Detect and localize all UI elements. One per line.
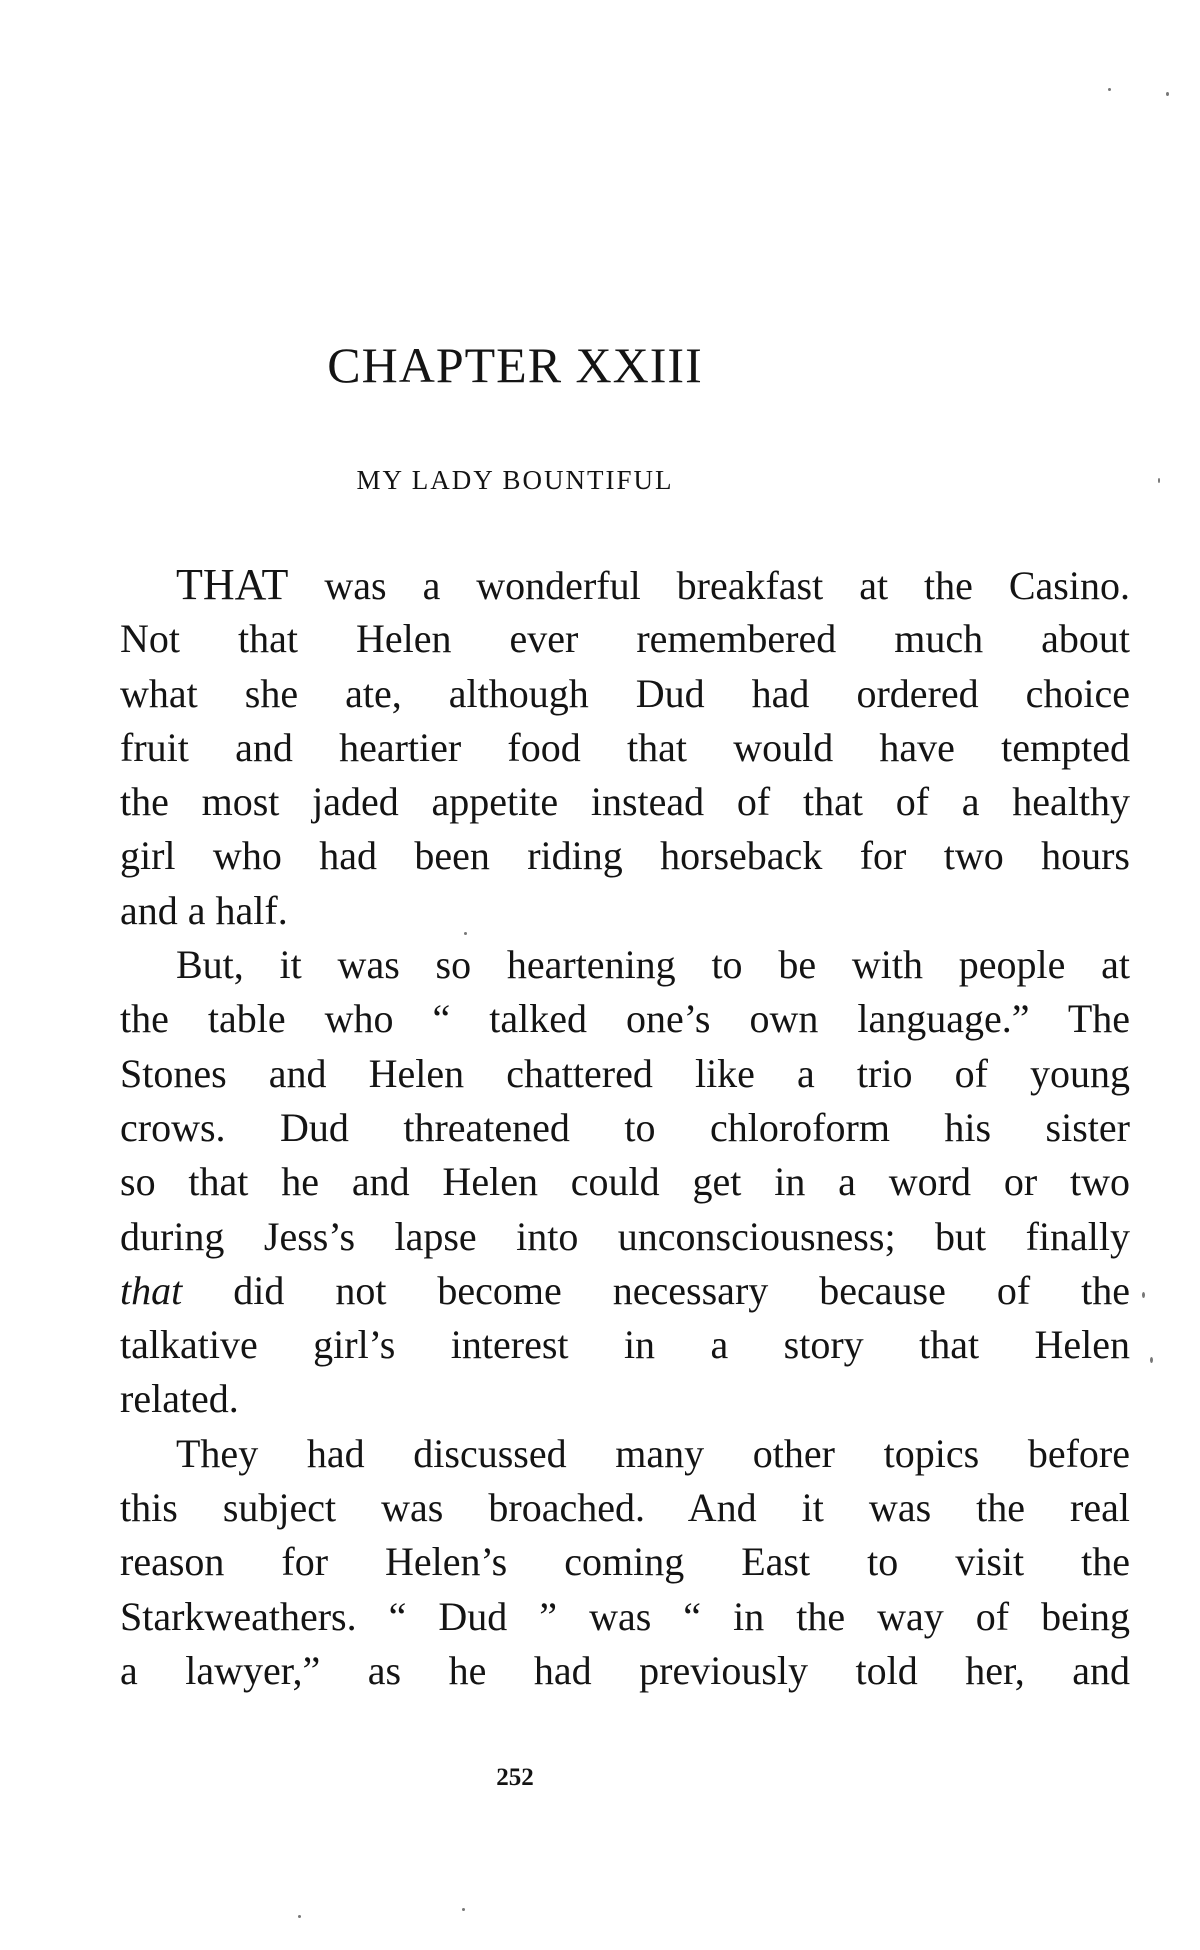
text-line: girl who had been riding horseback for two hours xyxy=(120,833,1130,879)
text-line: But, it was so heartening to be with people at xyxy=(176,942,1130,988)
chapter-title: CHAPTER XXIII xyxy=(327,337,703,393)
page-number: 252 xyxy=(496,1764,534,1791)
text-line: what she ate, although Dud had ordered choice xyxy=(120,670,1130,716)
scan-speck xyxy=(1158,478,1160,483)
text-line-rest: did not become necessary because of the xyxy=(182,1267,1130,1313)
text-line: Not that Helen ever remembered much about xyxy=(120,616,1130,662)
scan-speck xyxy=(462,1908,465,1911)
text-line: Starkweathers. “ Dud ” was “ in the way of being xyxy=(120,1593,1130,1639)
small-caps-lead: THAT xyxy=(176,560,289,609)
scan-speck xyxy=(1150,1357,1153,1363)
scan-speck xyxy=(298,1915,301,1918)
text-line: talkative girl’s interest in a story that Helen xyxy=(120,1322,1130,1368)
scan-speck xyxy=(1142,1292,1145,1298)
text-line xyxy=(120,558,1130,612)
text-line: Stones and Helen chattered like a trio of young xyxy=(120,1050,1130,1096)
text-line: this subject was broached. And it was the real xyxy=(120,1485,1130,1531)
text-line-rest: was a wonderful breakfast at the Casino. xyxy=(288,563,1130,608)
text-line xyxy=(120,1264,1130,1318)
text-line: related. xyxy=(120,1376,239,1422)
italic-word: that xyxy=(120,1267,183,1313)
text-line: and a half. xyxy=(120,887,288,933)
text-line: fruit and heartier food that would have tempted xyxy=(120,724,1130,770)
text-line: They had discussed many other topics before xyxy=(176,1430,1130,1476)
text-line: the most jaded appetite instead of that of a healthy xyxy=(120,779,1130,825)
text-line: a lawyer,” as he had previously told her, and xyxy=(120,1647,1130,1693)
text-line: during Jess’s lapse into unconsciousness; but finally xyxy=(120,1213,1130,1259)
body-text xyxy=(120,558,1130,1698)
scan-speck xyxy=(464,932,467,935)
chapter-subtitle: MY LADY BOUNTIFUL xyxy=(356,465,674,495)
text-line: the table who “ talked one’s own language.” The xyxy=(120,996,1130,1042)
text-line: crows. Dud threatened to chloroform his sister xyxy=(120,1104,1130,1150)
text-line: reason for Helen’s coming East to visit the xyxy=(120,1539,1130,1585)
text-line: so that he and Helen could get in a word or two xyxy=(120,1159,1130,1205)
scan-speck xyxy=(1166,92,1169,96)
scan-speck xyxy=(1108,88,1111,91)
